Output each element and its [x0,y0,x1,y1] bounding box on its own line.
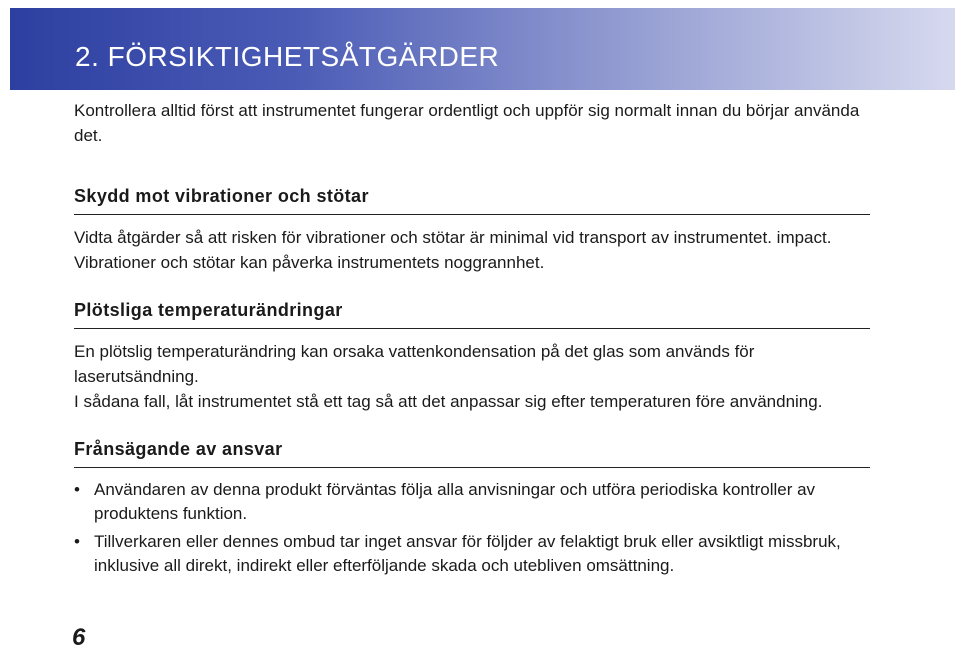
section-heading-vibrations: Skydd mot vibrationer och stötar [74,183,870,215]
section-body-temperature [74,339,874,414]
section-temperature [74,297,874,414]
vibrations-paragraph: Vidta åtgärder så att risken för vibrationer och stötar är minimal vid transport av instrumentet. impact. Vibrationer och stötar kan påverka instrumentets noggrannhet. [74,228,832,272]
section-vibrations [74,183,874,275]
list-item-text: Tillverkaren eller dennes ombud tar inget ansvar för följder av felaktigt bruk eller avsiktligt missbruk, inklusive all direkt, indirekt eller efterföljande skada och utebliven omsättning. [94,532,841,575]
chapter-header-band [10,8,955,90]
section-body-vibrations [74,225,874,275]
disclaimer-list [74,478,874,578]
section-body-disclaimer [74,478,874,578]
temperature-paragraph-1: En plötslig temperaturändring kan orsaka vattenkondensation på det glas som används för laserutsändning. [74,342,755,386]
intro-paragraph: Kontrollera alltid först att instrumentet fungerar ordentligt och uppför sig normalt innan du börjar använda det. [74,101,860,145]
list-item [74,530,874,578]
temperature-paragraph-2: I sådana fall, låt instrumentet stå ett tag så att det anpassar sig efter temperaturen före användning. [74,392,823,411]
bullet-icon: • [74,532,80,551]
section-heading-disclaimer: Frånsägande av ansvar [74,436,870,468]
section-heading-temperature: Plötsliga temperaturändringar [74,297,870,329]
chapter-title: 2. FÖRSIKTIGHETSÅTGÄRDER [75,41,500,72]
list-item [74,478,874,526]
page-number: 6 [72,624,86,651]
list-item-text: Användaren av denna produkt förväntas följa alla anvisningar och utföra periodiska kontroller av produktens funktion. [94,480,816,523]
section-disclaimer [74,436,874,578]
page-content [74,98,874,600]
bullet-icon: • [74,480,80,499]
